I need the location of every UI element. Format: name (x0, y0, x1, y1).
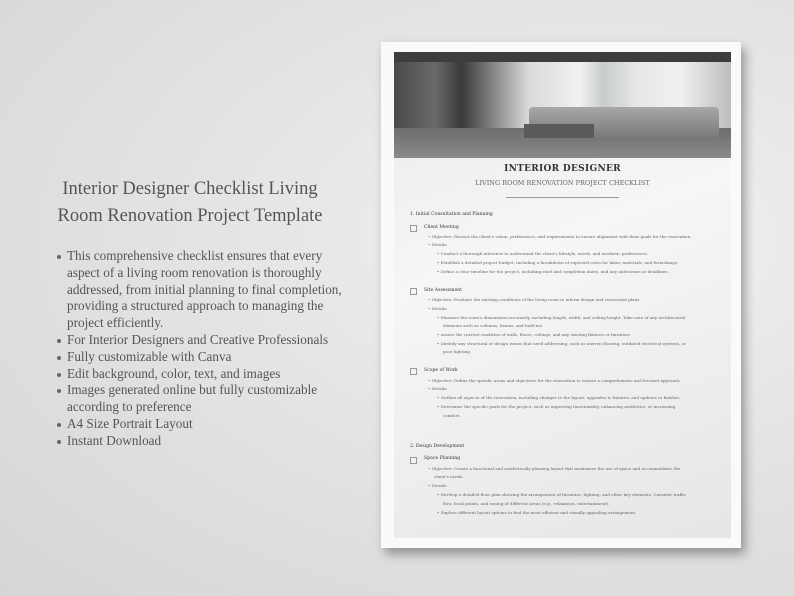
item-label: Site Assessment (424, 288, 462, 293)
item-label: Scope of Work (424, 368, 458, 373)
item-text: • Establish a detailed project budget, including a breakdown of expected costs for labor, materials, and furnishings. (437, 260, 679, 265)
item-text: elements such as columns, beams, and built-ins. (443, 323, 544, 328)
item-text: • Details: (428, 386, 448, 391)
checkbox[interactable] (410, 368, 417, 375)
item-text: client's needs. (434, 474, 464, 479)
item-text: flow, focal points, and zoning of different areas (e.g., relaxation, entertainment). (443, 501, 610, 506)
feature-item: Fully customizable with Canva (56, 349, 356, 366)
checkbox[interactable] (410, 457, 417, 464)
document-title: INTERIOR DESIGNER (504, 164, 621, 174)
feature-list (56, 248, 356, 450)
feature-item: Instant Download (56, 433, 356, 450)
checkbox[interactable] (410, 225, 417, 232)
item-text: • Objective: Create a functional and aesthetically pleasing layout that maximizes the use of space and accommodates the (428, 466, 681, 471)
listing-title (20, 176, 360, 230)
feature-item: A4 Size Portrait Layout (56, 416, 356, 433)
feature-item: Images generated online but fully customizable according to preference (56, 382, 356, 416)
photo-coffee-table (524, 124, 594, 138)
item-text: • Objective: Discuss the client's vision, preferences, and requirements to ensure alignment with their goals for the renovation. (428, 234, 692, 239)
item-text: • Conduct a thorough interview to understand the client's lifestyle, needs, and aesthetic preferences. (437, 251, 648, 256)
item-text: • Objective: Define the specific areas and objectives for the renovation to ensure a comprehensive and focused approach. (428, 378, 682, 383)
listing-title-line-1: Interior Designer Checklist Living (62, 179, 318, 199)
item-text: • Assess the current condition of walls, floors, ceilings, and any existing fixtures or furniture. (437, 332, 631, 337)
item-text: • Objective: Evaluate the existing conditions of the living room to inform design and renovation plans. (428, 297, 641, 302)
item-text: • Identify any structural or design issues that need addressing, such as uneven flooring, outdated electrical systems, or (437, 341, 686, 346)
photo-ceiling (394, 52, 731, 62)
item-text: • Determine the specific goals for the project, such as improving functionality, enhancing aesthetics, or increasing (437, 404, 676, 409)
section-heading: 2. Design Development (410, 444, 465, 449)
item-text: • Details: (428, 306, 448, 311)
title-divider (506, 197, 619, 198)
item-text: • Details: (428, 242, 448, 247)
item-text: • Measure the room's dimensions accurately, including length, width, and ceiling height. Take note of any architectural (437, 315, 686, 320)
item-label: Client Meeting (424, 225, 459, 230)
listing-title-line-2: Room Renovation Project Template (57, 206, 323, 226)
section-heading: 1. Initial Consultation and Planning (410, 212, 493, 217)
living-room-photo (394, 52, 731, 158)
item-text: • Develop a detailed floor plan showing the arrangement of furniture, lighting, and other key elements. Consider traffic (437, 492, 687, 497)
item-text: comfort. (443, 413, 461, 418)
document-page (394, 52, 731, 538)
item-text: • Explore different layout options to find the most efficient and visually appealing arrangement. (437, 510, 637, 515)
feature-item: This comprehensive checklist ensures that every aspect of a living room renovation is thoroughly addressed, from initial planning to final completion, providing a structured approach to managing the project efficiently. (56, 248, 356, 332)
feature-item: Edit background, color, text, and images (56, 366, 356, 383)
document-mockup (381, 42, 741, 548)
document-subtitle: LIVING ROOM RENOVATION PROJECT CHECKLIST (475, 179, 650, 187)
item-text: • Define a clear timeline for the project, including start and completion dates, and any milestones or deadlines. (437, 269, 669, 274)
item-text: poor lighting. (443, 349, 472, 354)
item-label: Space Planning (424, 456, 461, 461)
item-text: • Outline all aspects of the renovation, including changes to the layout, upgrades to fixtures, and updates to finishes. (437, 395, 681, 400)
checkbox[interactable] (410, 288, 417, 295)
item-text: • Details: (428, 483, 448, 488)
feature-item: For Interior Designers and Creative Professionals (56, 332, 356, 349)
